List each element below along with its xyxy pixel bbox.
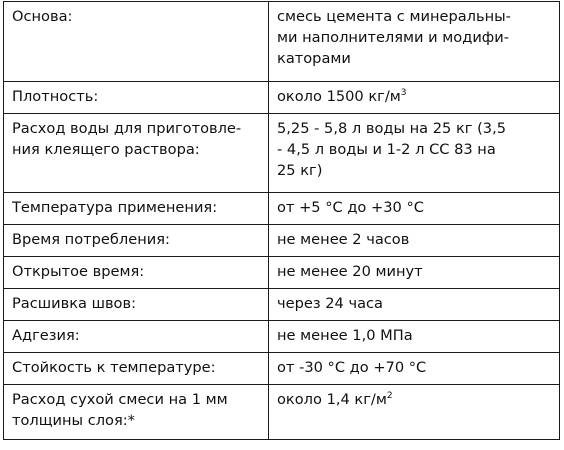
row-label	[4, 385, 269, 440]
label-text: Расшивка швов:	[12, 295, 137, 312]
value-text: около 1,4 кг/м	[277, 391, 387, 408]
table-row	[4, 82, 560, 114]
row-value	[269, 385, 560, 440]
row-label	[4, 2, 269, 82]
table-row	[4, 353, 560, 385]
row-label	[4, 289, 269, 321]
value-text: от +5 °С до +30 °С	[277, 199, 424, 216]
table-row	[4, 114, 560, 193]
table-row	[4, 289, 560, 321]
specifications-table	[3, 1, 560, 440]
row-label	[4, 193, 269, 225]
superscript: 2	[386, 391, 393, 402]
value-text: от -30 °С до +70 °С	[277, 359, 427, 376]
value-text: не менее 1,0 МПа	[277, 327, 413, 344]
label-text: Расход сухой смеси на 1 мм толщины слоя:*	[12, 391, 228, 429]
value-text: не менее 2 часов	[277, 231, 410, 248]
value-text: через 24 часа	[277, 295, 383, 312]
row-value	[269, 289, 560, 321]
value-text: смесь цемента с минеральны- ми наполнителями и модифи- каторами	[277, 8, 511, 67]
table-row	[4, 321, 560, 353]
row-value	[269, 193, 560, 225]
row-label	[4, 225, 269, 257]
row-value	[269, 2, 560, 82]
row-label	[4, 353, 269, 385]
value-text: около 1500 кг/м	[277, 88, 401, 105]
label-text: Стойкость к температуре:	[12, 359, 216, 376]
row-value	[269, 114, 560, 193]
superscript: 3	[400, 88, 407, 99]
row-value	[269, 321, 560, 353]
label-text: Температура применения:	[12, 199, 218, 216]
row-label	[4, 82, 269, 114]
row-value	[269, 225, 560, 257]
label-text: Плотность:	[12, 88, 99, 105]
table-row	[4, 2, 560, 82]
table-row	[4, 225, 560, 257]
label-text: Основа:	[12, 8, 73, 25]
label-text: Расход воды для приготовле- ния клеящего раствора:	[12, 120, 242, 158]
table-row	[4, 193, 560, 225]
label-text: Адгезия:	[12, 327, 80, 344]
table-row	[4, 257, 560, 289]
table-row	[4, 385, 560, 440]
row-value	[269, 82, 560, 114]
row-value	[269, 353, 560, 385]
row-label	[4, 321, 269, 353]
row-value	[269, 257, 560, 289]
value-text: 5,25 - 5,8 л воды на 25 кг (3,5 - 4,5 л воды и 1-2 л СС 83 на 25 кг)	[277, 120, 506, 179]
label-text: Время потребления:	[12, 231, 170, 248]
value-text: не менее 20 минут	[277, 263, 423, 280]
label-text: Открытое время:	[12, 263, 145, 280]
row-label	[4, 257, 269, 289]
row-label	[4, 114, 269, 193]
